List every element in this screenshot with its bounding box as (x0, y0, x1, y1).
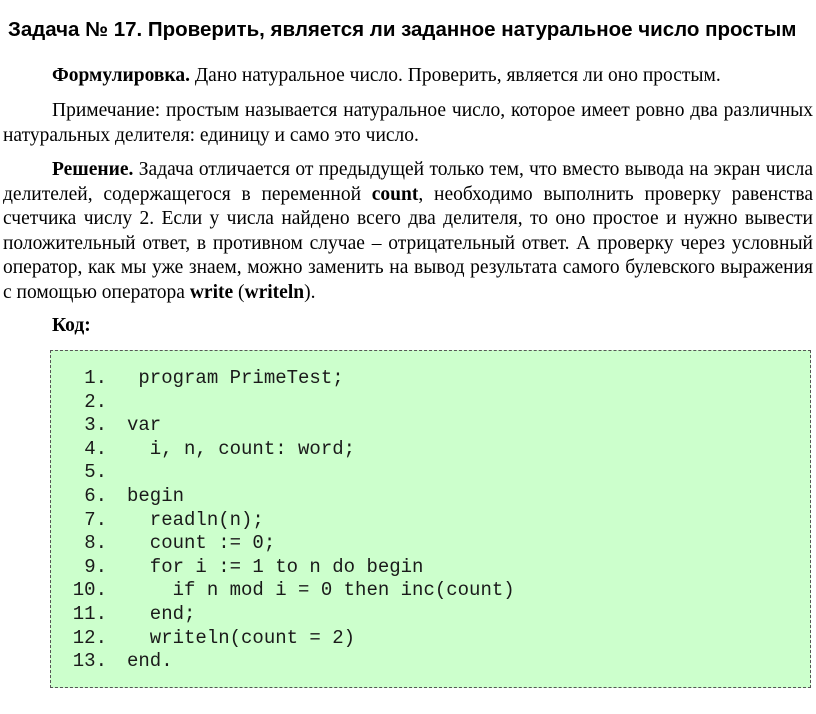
line-source: end. (127, 650, 173, 673)
code-label: Код: (52, 315, 91, 336)
code-line (51, 650, 515, 674)
line-source: if n mod i = 0 then inc(count) (127, 579, 515, 602)
term-writeln: writeln (244, 281, 305, 303)
code-block (50, 350, 811, 688)
line-number: 8. (84, 532, 107, 555)
term-count: count (371, 183, 419, 205)
line-number: 12. (72, 626, 107, 649)
solution-paragraph (3, 158, 813, 306)
line-number: 9. (84, 555, 107, 578)
solution-text-3: ( (233, 281, 245, 303)
code-line (51, 461, 515, 485)
solution-text-2: , необходимо выполнить проверку равенства счетчика числу 2. Если у числа найдено всего два делителя, то оно простое и нужно вывести положительный ответ, в противном случае – отрицательный ответ. А проверку через условный оператор, как мы уже знаем, можно заменить на вывод результата самого булевского выражения с помощью оператора (3, 183, 813, 303)
code-line (51, 556, 515, 580)
line-number: 4. (84, 437, 107, 460)
code-line (51, 367, 515, 391)
code-line (51, 391, 515, 415)
code-line (51, 438, 515, 462)
line-number: 5. (84, 461, 107, 484)
code-line (51, 579, 515, 603)
code-line (51, 485, 515, 509)
line-source: readln(n); (127, 508, 264, 531)
line-number: 7. (84, 508, 107, 531)
code-line (51, 414, 515, 438)
line-number: 10. (72, 579, 107, 602)
line-source: for i := 1 to n do begin (127, 555, 424, 578)
solution-text-4: ). (304, 281, 316, 303)
code-lines (51, 367, 515, 674)
solution-label: Решение. (52, 159, 134, 180)
line-number: 11. (72, 602, 107, 625)
solution-text-1: Задача отличается от предыдущей только тем, что вместо вывода на экран числа делителей, содержащегося в переменной (3, 159, 813, 205)
line-source: writeln(count = 2) (127, 626, 356, 649)
line-source: var (127, 414, 162, 437)
code-line (51, 532, 515, 556)
page-title: Задача № 17. Проверить, является ли заданное натуральное число простым (8, 18, 797, 41)
line-source: begin (127, 484, 185, 507)
line-number: 3. (84, 414, 107, 437)
formulation-paragraph (3, 64, 813, 89)
formulation-text: Дано натуральное число. Проверить, является ли оно простым. (189, 65, 721, 86)
term-write: write (189, 281, 234, 303)
line-number: 1. (84, 367, 107, 389)
code-line (51, 627, 515, 651)
line-number: 2. (84, 390, 107, 413)
line-source: end; (127, 602, 196, 625)
line-source: program PrimeTest; (127, 367, 344, 389)
line-number: 13. (72, 650, 107, 673)
note-paragraph (3, 99, 813, 148)
note-text: Примечание: простым называется натуральное число, которое имеет ровно два различных натуральных делителя: единицу и само это число. (3, 100, 813, 146)
line-number: 6. (84, 484, 107, 507)
formulation-label: Формулировка. (52, 65, 190, 86)
line-source: count := 0; (127, 532, 276, 555)
line-source: i, n, count: word; (127, 437, 356, 460)
code-line (51, 603, 515, 627)
code-line (51, 509, 515, 533)
